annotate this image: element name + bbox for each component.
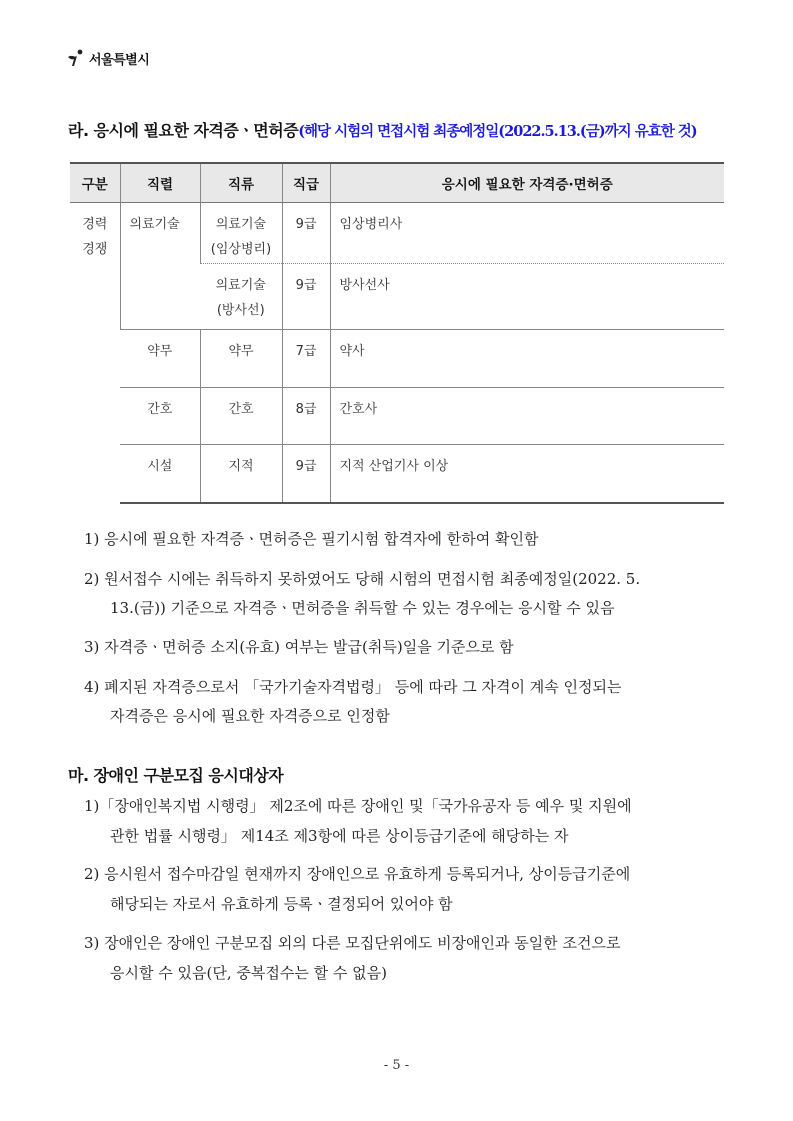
section-ra-heading — [68, 118, 697, 141]
page-number: - 5 - — [383, 1058, 410, 1073]
seoul-logo — [66, 48, 149, 68]
table-header: 직렬 — [120, 163, 200, 203]
section-ra-title: 라. 응시에 필요한 자격증ㆍ면허증 — [68, 121, 299, 140]
license-table — [70, 162, 724, 504]
license-cell: 약사 — [330, 330, 724, 388]
field-line: (방사선) — [216, 303, 265, 318]
license-cell: 지적 산업기사 이상 — [330, 445, 724, 503]
table-row — [70, 203, 724, 264]
category-line: 경력 — [82, 217, 108, 232]
section-ma-heading: 마. 장애인 구분모집 응시대상자 — [68, 766, 284, 785]
note-item-cont: 관한 법률 시행령」 제14조 제3항에 따른 상이등급기준에 해당하는 자 — [110, 827, 569, 845]
note-item-cont: 응시할 수 있음(단, 중복접수는 할 수 없음) — [110, 964, 387, 982]
grade-cell: 9급 — [282, 445, 330, 503]
grade-cell: 9급 — [282, 264, 330, 330]
field-cell — [200, 203, 282, 264]
note-item-cont: 자격증은 응시에 필요한 자격증으로 인정함 — [110, 707, 390, 725]
note-item: 1)「장애인복지법 시행령」 제2조에 따른 장애인 및「국가유공자 등 예우 및 지원에 — [84, 797, 632, 815]
table-header: 구분 — [70, 163, 120, 203]
field-line: 의료기술 — [215, 278, 266, 293]
grade-cell: 8급 — [282, 388, 330, 445]
category-cell — [70, 203, 120, 503]
logo-text: 서울특별시 — [89, 52, 150, 68]
note-item: 1) 응시에 필요한 자격증ㆍ면허증은 필기시험 합격자에 한하여 확인함 — [84, 530, 539, 548]
table-row — [70, 445, 724, 503]
section-ra-note: (해당 시험의 면접시험 최종예정일(2022.5.13.(금)까지 유효한 것) — [298, 123, 697, 140]
category-line: 경쟁 — [82, 242, 108, 257]
note-item: 3) 장애인은 장애인 구분모집 외의 다른 모집단위에도 비장애인과 동일한 조건으로 — [84, 934, 621, 952]
field-line: 의료기술 — [215, 217, 267, 232]
grade-cell: 9급 — [282, 203, 330, 264]
note-item: 3) 자격증ㆍ면허증 소지(유효) 여부는 발급(취득)일을 기준으로 함 — [84, 638, 514, 656]
field-cell: 지적 — [200, 445, 282, 503]
table-header-row — [70, 163, 724, 203]
license-cell: 방사선사 — [330, 264, 724, 330]
grade-cell: 7급 — [282, 330, 330, 388]
series-cell: 시설 — [120, 445, 200, 503]
field-cell: 간호 — [200, 388, 282, 445]
field-cell: 약무 — [200, 330, 282, 388]
license-cell: 간호사 — [330, 388, 724, 445]
series-cell: 약무 — [120, 330, 200, 388]
note-item: 2) 응시원서 접수마감일 현재까지 장애인으로 유효하게 등록되거나, 상이등급기준에 — [84, 865, 631, 883]
table-header: 응시에 필요한 자격증·면허증 — [330, 163, 724, 203]
note-item: 2) 원서접수 시에는 취득하지 못하였어도 당해 시험의 면접시험 최종예정일(2022. 5. — [84, 570, 641, 588]
series-cell: 간호 — [120, 388, 200, 445]
field-line: (임상병리) — [210, 242, 272, 257]
license-cell: 임상병리사 — [330, 203, 724, 264]
series-cell: 의료기술 — [120, 203, 200, 330]
table-header: 직급 — [282, 163, 330, 203]
note-item: 4) 폐지된 자격증으로서 「국가기술자격법령」 등에 따라 그 자격이 계속 인정되는 — [84, 678, 622, 696]
table-row — [70, 388, 724, 445]
table-row — [70, 330, 724, 388]
note-item-cont: 13.(금)) 기준으로 자격증ㆍ면허증을 취득할 수 있는 경우에는 응시할 수 있음 — [110, 599, 615, 617]
table-header: 직류 — [200, 163, 282, 203]
field-cell — [200, 264, 282, 330]
note-item-cont: 해당되는 자로서 유효하게 등록ㆍ결정되어 있어야 함 — [110, 895, 453, 913]
seoul-logo-icon — [66, 48, 86, 68]
